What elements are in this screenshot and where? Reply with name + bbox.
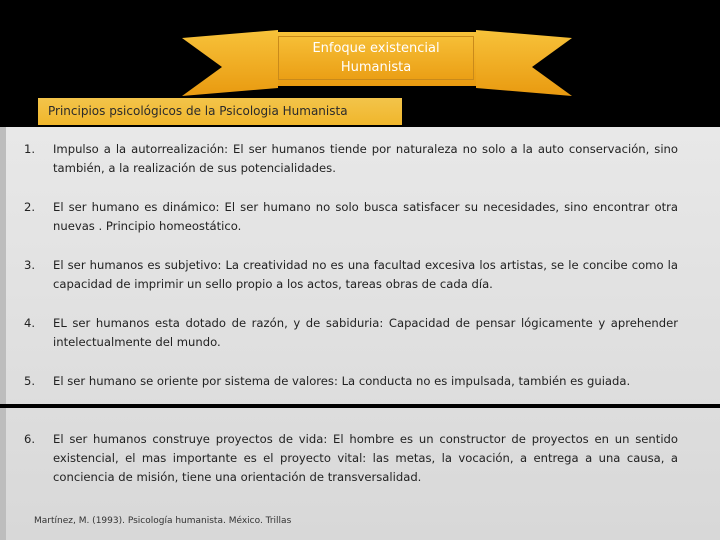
title-banner <box>0 0 720 110</box>
item-number: 1. <box>24 142 36 156</box>
list-item <box>24 140 678 178</box>
item-text: El ser humanos es subjetivo: La creatividad no es una facultad excesiva los artistas, se le concibe como la capacidad de imprimir un sello propio a los actos, tareas obras de cada día. <box>53 258 678 291</box>
panel-left-edge <box>0 127 6 540</box>
item-text: EL ser humanos esta dotado de razón, y de sabiduria: Capacidad de pensar lógicamente y aprehender intelectualmente del mundo. <box>53 316 678 349</box>
item-text: El ser humano se oriente por sistema de valores: La conducta no es impulsada, también es guiada. <box>53 374 631 388</box>
list-item <box>24 314 678 352</box>
item-text: El ser humano es dinámico: El ser humano no solo busca satisfacer su necesidades, sino encontrar otra nuevas . Principio homeostático. <box>53 200 678 233</box>
subtitle-bar: Principios psicológicos de la Psicologia Humanista <box>38 98 402 125</box>
item-text: Impulso a la autorrealización: El ser humanos tiende por naturaleza no solo a la auto conservación, sino también, a la realización de sus potencialidades. <box>53 142 678 175</box>
item-number: 2. <box>24 200 36 214</box>
list-item <box>24 372 678 391</box>
item-number: 5. <box>24 374 36 388</box>
citation: Martínez, M. (1993). Psicología humanista. México. Trillas <box>34 516 292 526</box>
title-line-1: Enfoque existencial <box>312 41 440 56</box>
title-line-2: Humanista <box>340 60 412 75</box>
banner-left-tail <box>182 30 278 96</box>
list-item <box>24 198 678 236</box>
list-item <box>24 256 678 294</box>
item-number: 6. <box>24 432 36 446</box>
item-number: 4. <box>24 316 36 330</box>
slide-title <box>278 36 474 80</box>
divider-line <box>0 404 720 408</box>
item-text: El ser humanos construye proyectos de vida: El hombre es un constructor de proyectos en un sentido existencial, el mas importante es el proyecto vital: las metas, la vocación, a entrega a una causa, a conciencia de misión, tiene una orientación de transversalidad. <box>53 432 678 484</box>
list-item <box>24 430 678 487</box>
item-number: 3. <box>24 258 36 272</box>
banner-right-tail <box>476 30 572 96</box>
